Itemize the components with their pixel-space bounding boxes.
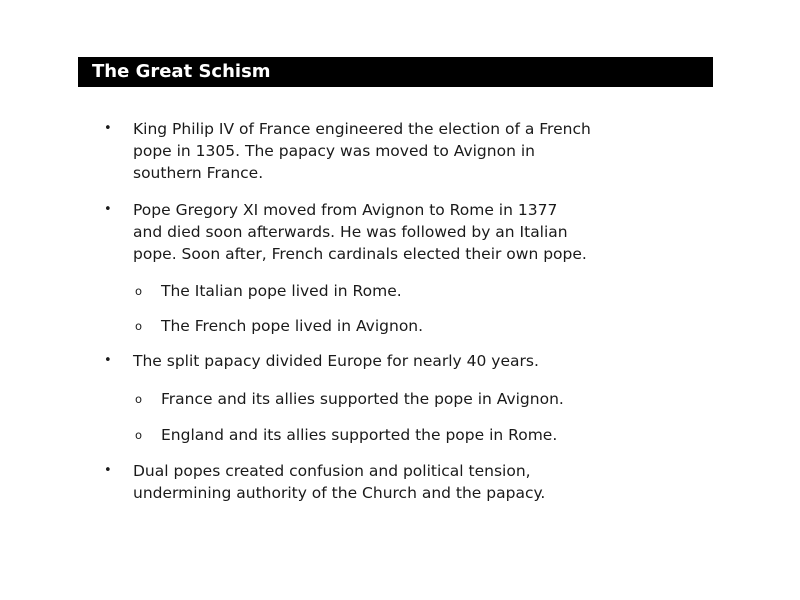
bullet-item bbox=[133, 350, 539, 372]
bullet-text-line: pope in 1305. The papacy was moved to Avignon in bbox=[133, 142, 535, 160]
bullet-text-line: pope. Soon after, French cardinals elected their own pope. bbox=[133, 245, 587, 263]
sub-bullet-marker: o bbox=[135, 284, 143, 298]
bullet-text-line: Pope Gregory XI moved from Avignon to Rome in 1377 bbox=[133, 201, 558, 219]
bullet-text-line: Dual popes created confusion and political tension, bbox=[133, 462, 531, 480]
slide-title: The Great Schism bbox=[92, 61, 271, 82]
bullet-text-line: King Philip IV of France engineered the election of a French bbox=[133, 120, 591, 138]
sub-bullet-text: France and its allies supported the pope in Avignon. bbox=[161, 390, 564, 408]
sub-bullet-text: The French pope lived in Avignon. bbox=[161, 317, 424, 335]
sub-bullet-text: England and its allies supported the pope in Rome. bbox=[161, 426, 558, 444]
bullet-text-line: undermining authority of the Church and the papacy. bbox=[133, 484, 546, 502]
bullet-text-line: southern France. bbox=[133, 164, 264, 182]
bullet-item bbox=[133, 199, 587, 265]
bullet-item bbox=[133, 118, 591, 184]
title-bar bbox=[78, 57, 713, 87]
bullet-marker: • bbox=[104, 353, 112, 368]
bullet-marker: • bbox=[104, 463, 112, 478]
sub-bullet-marker: o bbox=[135, 392, 143, 406]
bullet-marker: • bbox=[104, 121, 112, 136]
sub-bullet-marker: o bbox=[135, 428, 143, 442]
sub-bullet-marker: o bbox=[135, 319, 143, 333]
bullet-item bbox=[133, 460, 545, 504]
sub-bullet-text: The Italian pope lived in Rome. bbox=[161, 282, 402, 300]
bullet-text-line: and died soon afterwards. He was followed by an Italian bbox=[133, 223, 568, 241]
bullet-marker: • bbox=[104, 202, 112, 217]
bullet-text-line: The split papacy divided Europe for nearly 40 years. bbox=[133, 352, 539, 370]
